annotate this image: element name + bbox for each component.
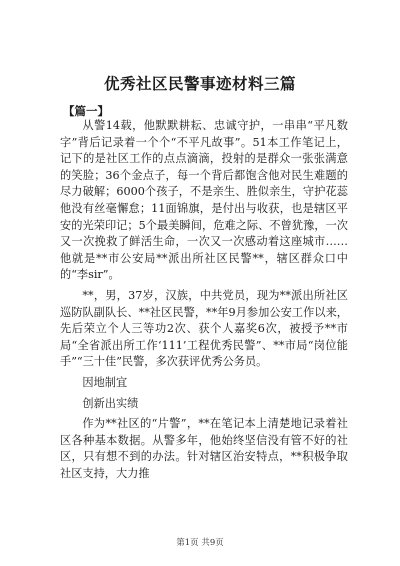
document-title: 优秀社区民警事迹材料三篇 xyxy=(103,74,296,93)
document-body xyxy=(60,118,348,482)
section-heading: 【篇一】 xyxy=(63,104,109,118)
page-footer: 第1页 共9页 xyxy=(176,538,224,548)
paragraph-profile: **，男，37岁，汉族，中共党员，现为**派出所社区巡防队副队长、**社区民警，**年9月参加公安工作以来，先后荣立个人三等功2次、获个人嘉奖6次，被授予**市局“全省派出所工作‘111’工程优秀民警”、**市局“岗位能手”“三十佳”民警，多次获评优秀公务员。 xyxy=(60,288,348,369)
paragraph-subheading-1: 因地制宜 xyxy=(82,375,128,389)
paragraph-subheading-2: 创新出实绩 xyxy=(82,396,139,410)
paragraph-community: 作为**社区的“片警”，**在笔记本上清楚地记录着社区各种基本数据。从警多年，他始终坚信没有管不好的社区，只有想不到的办法。针对辖区治安特点，**积极争取社区支持，大力推 xyxy=(60,417,348,480)
paragraph-intro: 从警14载，他默默耕耘、忠诚守护，一串串“平凡数字”背后记录着一个个“不平凡故事”。51本工作笔记上，记下的是社区工作的点点滴滴，投射的是群众一张张满意的笑脸；36个金点子，每一个背后都饱含他对民生难题的尽力破解；6000个孩子，不是亲生、胜似亲生，守护花蕊他没有丝毫懈怠；11面锦旗，是付出与收获，也是辖区平安的光荣印记；5个最美瞬间，危难之际、不曾犹豫，一次又一次挽救了鲜活生命，一次又一次感动着这座城市……他就是**市公安局**派出所社区民警**，辖区群众口中的“李sir”。 xyxy=(60,119,348,282)
